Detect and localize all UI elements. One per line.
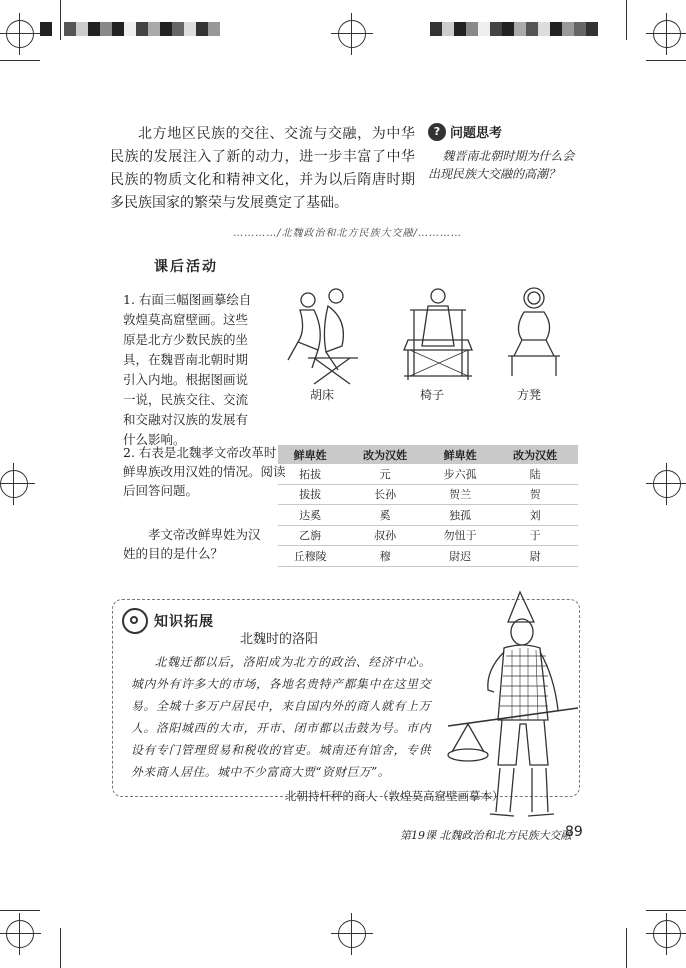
question-box-title: 问题思考 bbox=[450, 126, 503, 141]
merchant-caption: 北朝持杆秤的商人（敦煌莫高窟壁画摹本） bbox=[285, 789, 504, 803]
table-cell: 贺兰 bbox=[428, 484, 492, 505]
target-icon bbox=[122, 608, 148, 634]
crop-mark bbox=[626, 0, 627, 40]
crop-mark bbox=[626, 928, 627, 968]
crop-mark bbox=[0, 910, 40, 911]
table-cell: 尉迟 bbox=[428, 546, 492, 567]
intro-paragraph: 北方地区民族的交往、交流与交融，为中华民族的发展注入了新的动力，进一步丰富了中华民族的物质文化和精神文化，并为以后隋唐时期多民族国家的繁荣与发展奠定了基础。 bbox=[110, 126, 415, 211]
table-header-cell: 改为汉姓 bbox=[492, 445, 578, 464]
registration-target-icon bbox=[338, 920, 366, 948]
table-cell: 拔拔 bbox=[278, 484, 342, 505]
crop-mark bbox=[60, 0, 61, 40]
table-cell: 独孤 bbox=[428, 505, 492, 526]
table-header-cell: 鲜卑姓 bbox=[278, 445, 342, 464]
table-header-row bbox=[278, 445, 578, 464]
furniture-illustrations bbox=[278, 280, 588, 395]
table-cell: 长孙 bbox=[342, 484, 428, 505]
table-cell: 元 bbox=[342, 464, 428, 484]
activity-item-1: 1. 右面三幅图画摹绘自敦煌莫高窟壁画。这些原是北方少数民族的坐具，在魏晋南北朝时期引入内地。根据图画说一说，民族交往、交流和交融对汉族的发展有什么影响。 bbox=[123, 292, 252, 447]
registration-strip-right bbox=[430, 22, 598, 36]
table-cell: 尉 bbox=[492, 546, 578, 567]
table-cell: 达奚 bbox=[278, 505, 342, 526]
table-cell: 丘穆陵 bbox=[278, 546, 342, 567]
lesson-footer: 第19课 北魏政治和北方民族大交融 bbox=[400, 829, 572, 842]
registration-target-icon bbox=[653, 920, 681, 948]
registration-target-icon bbox=[6, 20, 34, 48]
figure-caption-stool: 方凳 bbox=[517, 388, 542, 402]
figure-caption-huchuang: 胡床 bbox=[310, 388, 335, 402]
surname-table bbox=[278, 445, 578, 567]
registration-target-icon bbox=[0, 470, 28, 498]
table-row bbox=[278, 546, 578, 567]
table-cell: 陆 bbox=[492, 464, 578, 484]
table-row bbox=[278, 464, 578, 484]
table-cell: 勿忸于 bbox=[428, 525, 492, 546]
crop-mark bbox=[0, 60, 40, 61]
table-row bbox=[278, 525, 578, 546]
question-box bbox=[428, 122, 583, 183]
table-cell: 奚 bbox=[342, 505, 428, 526]
registration-target-icon bbox=[653, 20, 681, 48]
question-box-text: 魏晋南北朝时期为什么会出现民族大交融的高潮？ bbox=[428, 149, 575, 181]
chair-illustration bbox=[404, 289, 472, 380]
knowledge-header bbox=[122, 608, 214, 634]
table-cell: 叔孙 bbox=[342, 525, 428, 546]
table-cell: 穆 bbox=[342, 546, 428, 567]
registration-target-icon bbox=[653, 470, 681, 498]
table-cell: 乙旃 bbox=[278, 525, 342, 546]
figure-caption-chair: 椅子 bbox=[420, 388, 445, 402]
question-icon: ? bbox=[428, 123, 446, 141]
crop-mark bbox=[646, 910, 686, 911]
crop-mark bbox=[60, 928, 61, 968]
table-header-cell: 鲜卑姓 bbox=[428, 445, 492, 464]
square-stool-illustration bbox=[508, 288, 560, 376]
table-cell: 拓拔 bbox=[278, 464, 342, 484]
table-header-cell: 改为汉姓 bbox=[342, 445, 428, 464]
hu-chuang-illustration bbox=[288, 289, 358, 384]
question-box-header bbox=[428, 122, 583, 141]
table-row bbox=[278, 484, 578, 505]
activities-title: 课后活动 bbox=[154, 259, 218, 275]
table-cell: 贺 bbox=[492, 484, 578, 505]
knowledge-body: 北魏迁都以后，洛阳成为北方的政治、经济中心。城内外有许多大的市场，各地名贵特产都集中在这里交易。全城十多万户居民中，来自国内外的商人就有上万人。洛阳城西的大市，开市、闭市都以击鼓为号。市内设有专门管理贸易和税收的官吏。城南还有馆舍，专供外来商人居住。城中不少富商大贾“资财巨万”。 bbox=[131, 655, 431, 779]
page-number: 89 bbox=[565, 824, 583, 840]
table-cell: 于 bbox=[492, 525, 578, 546]
table-cell: 步六孤 bbox=[428, 464, 492, 484]
activity-item-2: 2. 右表是北魏孝文帝改革时鲜卑族改用汉姓的情况。阅读后回答问题。 bbox=[123, 445, 286, 498]
knowledge-title: 知识拓展 bbox=[154, 614, 214, 630]
registration-target-icon bbox=[6, 920, 34, 948]
section-divider: …………/北魏政治和北方民族大交融/………… bbox=[233, 228, 462, 239]
activity-item-2-question: 孝文帝改鲜卑姓为汉姓的目的是什么？ bbox=[123, 527, 261, 561]
table-row bbox=[278, 505, 578, 526]
crop-mark bbox=[646, 60, 686, 61]
registration-strip-left bbox=[40, 22, 220, 36]
table-cell: 刘 bbox=[492, 505, 578, 526]
knowledge-subtitle: 北魏时的洛阳 bbox=[240, 632, 319, 647]
registration-target-icon bbox=[338, 20, 366, 48]
